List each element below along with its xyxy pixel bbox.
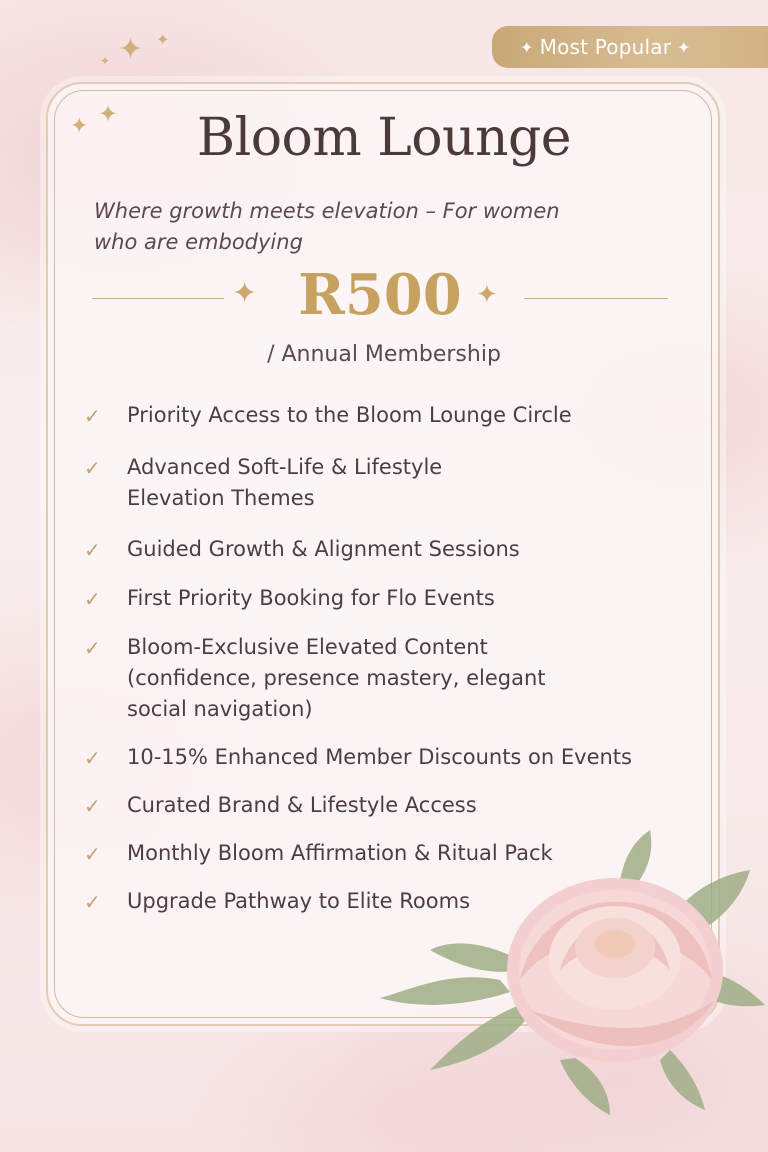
feature-text: [127, 790, 667, 822]
feature-line: social navigation): [127, 697, 313, 721]
plan-period: / Annual Membership: [267, 342, 501, 367]
feature-line: Advanced Soft-Life & Lifestyle: [127, 455, 443, 479]
sparkle-icon: ✦: [100, 54, 111, 68]
badge-label: Most Popular: [539, 35, 672, 59]
checkmark-icon: ✓: [84, 794, 101, 818]
feature-line: Bloom-Exclusive Elevated Content: [127, 635, 488, 659]
feature-line: Upgrade Pathway to Elite Rooms: [127, 889, 471, 913]
sparkle-icon: ✦: [232, 276, 258, 311]
plan-title: Bloom Lounge: [196, 108, 572, 168]
feature-item: [84, 452, 667, 514]
checkmark-icon: ✓: [84, 842, 101, 866]
feature-line: Curated Brand & Lifestyle Access: [127, 793, 477, 817]
feature-line: Monthly Bloom Affirmation & Ritual Pack: [127, 841, 553, 865]
sparkle-icon: ✦: [677, 37, 691, 57]
feature-line: Guided Growth & Alignment Sessions: [127, 537, 520, 561]
feature-text: [127, 400, 667, 432]
feature-line: Elevation Themes: [127, 486, 315, 510]
sparkle-icon: ✦: [98, 100, 119, 128]
checkmark-icon: ✓: [84, 456, 101, 480]
feature-line: Priority Access to the Bloom Lounge Circle: [127, 403, 572, 427]
feature-text: [127, 534, 667, 566]
checkmark-icon: ✓: [84, 890, 101, 914]
feature-item: [84, 534, 667, 566]
checkmark-icon: ✓: [84, 404, 101, 428]
plan-subtitle: [94, 196, 614, 258]
checkmark-icon: ✓: [84, 587, 101, 611]
feature-text: [127, 452, 667, 514]
feature-text: [127, 742, 667, 774]
subtitle-line: Where growth meets elevation – For women: [94, 199, 560, 223]
feature-item: [84, 400, 667, 432]
most-popular-badge: [492, 26, 768, 68]
feature-text: [127, 583, 667, 615]
sparkle-icon: ✦: [70, 114, 89, 139]
subtitle-line: who are embodying: [94, 230, 303, 254]
checkmark-icon: ✓: [84, 538, 101, 562]
sparkle-icon: ✦: [476, 280, 498, 310]
feature-line: First Priority Booking for Flo Events: [127, 586, 495, 610]
feature-item: [84, 583, 667, 615]
feature-line: 10-15% Enhanced Member Discounts on Events: [127, 745, 632, 769]
checkmark-icon: ✓: [84, 636, 101, 660]
plan-price: R500: [298, 262, 462, 328]
sparkle-icon: ✦: [156, 30, 170, 49]
feature-text: [127, 632, 667, 725]
feature-line: (confidence, presence mastery, elegant: [127, 666, 546, 690]
peony-illustration: [370, 820, 768, 1120]
sparkle-icon: ✦: [118, 32, 144, 67]
feature-item: [84, 790, 667, 822]
sparkle-icon: ✦: [520, 37, 534, 57]
feature-item: [84, 742, 667, 774]
price-row: [92, 262, 668, 334]
feature-item: [84, 632, 667, 725]
checkmark-icon: ✓: [84, 746, 101, 770]
